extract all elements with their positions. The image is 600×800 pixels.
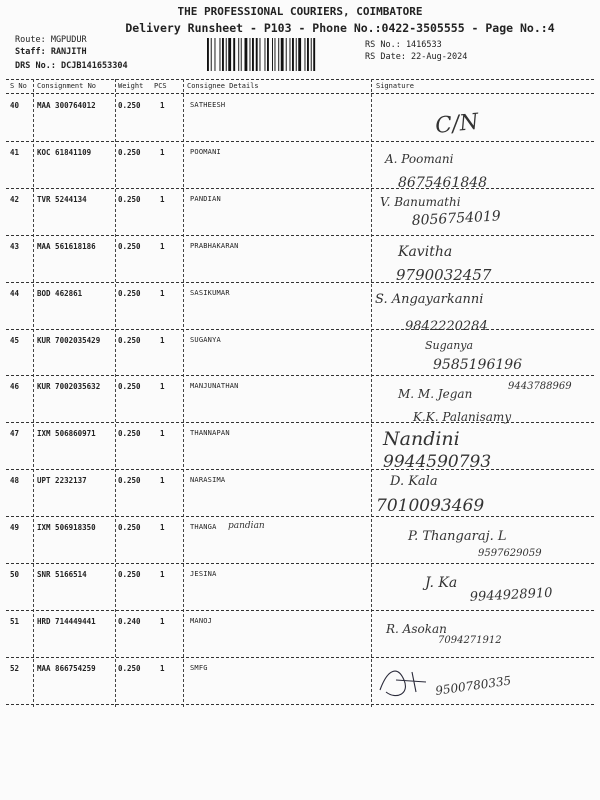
row-consignee: THANNAPAN (190, 429, 230, 437)
handwriting-sign: D. Kala (390, 474, 438, 489)
row-pcs: 1 (160, 570, 165, 579)
row-pcs: 1 (160, 336, 165, 345)
row-consignee: SUGANYA (190, 336, 221, 344)
col-weight: Weight (118, 82, 144, 90)
row-weight: 0.250 (118, 195, 141, 204)
col-sno: S No (10, 82, 27, 90)
handwriting-phone: 9842220284 (405, 319, 488, 334)
row-sno: 47 (10, 429, 20, 438)
row-consignee: JESINA (190, 570, 217, 578)
handwriting-phone: 9585196196 (433, 357, 523, 373)
runsheet-title: Delivery Runsheet - P103 - Phone No.:0422-3505555 - Page No.:4 (125, 21, 555, 35)
row-weight: 0.250 (118, 570, 141, 579)
handwriting-sign: J. Ka (425, 575, 458, 591)
row-sno: 50 (10, 570, 20, 579)
handwriting-sign: A. Poomani (385, 152, 454, 166)
staff-label: Staff: RANJITH (15, 47, 87, 57)
row-consignment: BOD 462861 (37, 289, 83, 298)
col-consignment: Consignment No (37, 82, 97, 90)
row-sno: 48 (10, 476, 20, 485)
row-weight: 0.250 (118, 101, 141, 110)
row-weight: 0.250 (118, 523, 141, 532)
row-sno: 45 (10, 336, 20, 345)
handwriting-sign: M. M. Jegan (398, 387, 473, 401)
row-consignment: TVR 5244134 (37, 195, 87, 204)
row-consignee: PANDIAN (190, 195, 221, 203)
handwriting-sign: S. Angayarkanni (375, 292, 484, 307)
row-weight: 0.250 (118, 336, 141, 345)
row-pcs: 1 (160, 664, 165, 673)
handwriting-phone: 9443788969 (508, 381, 572, 392)
row-sno: 46 (10, 382, 20, 391)
col-consignee: Consignee Details (187, 82, 259, 90)
row-pcs: 1 (160, 382, 165, 391)
handwriting-phone: 9944590793 (383, 452, 492, 472)
row-pcs: 1 (160, 289, 165, 298)
row-sno: 52 (10, 664, 20, 673)
row-weight: 0.250 (118, 382, 141, 391)
row-pcs: 1 (160, 195, 165, 204)
row-sno: 44 (10, 289, 20, 298)
row-consignee: THANGA (190, 523, 217, 531)
row-consignee: NARASIMA (190, 476, 226, 484)
row-consignment: MAA 866754259 (37, 664, 96, 673)
handwriting-phone: 7094271912 (438, 635, 502, 646)
row-weight: 0.250 (118, 664, 141, 673)
row-weight: 0.240 (118, 617, 141, 626)
handwriting-sign: K.K. Palanisamy (413, 410, 512, 424)
row-weight: 0.250 (118, 289, 141, 298)
handwriting-phone: 8056754019 (411, 208, 502, 229)
row-pcs: 1 (160, 101, 165, 110)
row-consignment: SNR 5166514 (37, 570, 87, 579)
row-consignee: MANOJ (190, 617, 213, 625)
col-signature: Signature (376, 82, 414, 90)
row-consignment: KOC 61841109 (37, 148, 92, 157)
row-consignee: MANJUNATHAN (190, 382, 239, 390)
row-consignee: SATHEESH (190, 101, 226, 109)
handwriting-note: pandian (228, 521, 265, 531)
row-consignment: IXM 506918350 (37, 523, 96, 532)
row-consignee: PRABHAKARAN (190, 242, 239, 250)
row-consignee: POOMANI (190, 148, 221, 156)
handwriting-phone: 9500780335 (434, 673, 513, 698)
handwriting-phone: 7010093469 (376, 496, 485, 516)
row-pcs: 1 (160, 523, 165, 532)
row-sno: 40 (10, 101, 20, 110)
col-pcs: PCS (154, 82, 167, 90)
row-consignee: SASIKUMAR (190, 289, 230, 297)
row-consignment: HRD 714449441 (37, 617, 96, 626)
handwriting-sign: Nandini (383, 428, 460, 450)
rs-date: RS Date: 22-Aug-2024 (365, 52, 468, 62)
row-consignment: MAA 561618186 (37, 242, 96, 251)
route-label: Route: MGPUDUR (15, 35, 87, 45)
row-pcs: 1 (160, 148, 165, 157)
company-title: THE PROFESSIONAL COURIERS, COIMBATORE (177, 5, 423, 18)
row-sno: 42 (10, 195, 20, 204)
rs-number: RS No.: 1416533 (365, 40, 442, 50)
row-weight: 0.250 (118, 242, 141, 251)
handwriting-sign: Suganya (425, 339, 474, 352)
handwriting-sign: V. Banumathi (380, 195, 461, 209)
row-weight: 0.250 (118, 476, 141, 485)
row-sno: 49 (10, 523, 20, 532)
handwriting-phone: 8675461848 (398, 175, 488, 191)
handwriting-cn: C/N (434, 109, 480, 139)
row-sno: 43 (10, 242, 20, 251)
row-sno: 51 (10, 617, 20, 626)
row-pcs: 1 (160, 617, 165, 626)
row-weight: 0.250 (118, 429, 141, 438)
row-consignment: KUR 7002035632 (37, 382, 101, 391)
row-pcs: 1 (160, 242, 165, 251)
handwriting-phone: 9944928910 (469, 585, 553, 605)
row-sno: 41 (10, 148, 20, 157)
handwriting-phone: 9597629059 (478, 548, 542, 559)
signature-scribble (380, 671, 426, 695)
handwriting-sign: P. Thangaraj. L (408, 529, 507, 544)
row-consignment: UPT 2232137 (37, 476, 87, 485)
handwriting-phone: 9790032457 (396, 266, 492, 284)
row-weight: 0.250 (118, 148, 141, 157)
row-pcs: 1 (160, 429, 165, 438)
row-consignee: SMFG (190, 664, 208, 672)
handwriting-sign: R. Asokan (386, 622, 447, 636)
row-consignment: MAA 300764012 (37, 101, 96, 110)
drs-number: DRS No.: DCJB141653304 (15, 61, 128, 71)
handwriting-sign: Kavitha (398, 244, 453, 260)
row-pcs: 1 (160, 476, 165, 485)
row-consignment: KUR 7002035429 (37, 336, 101, 345)
row-consignment: IXM 506860971 (37, 429, 96, 438)
